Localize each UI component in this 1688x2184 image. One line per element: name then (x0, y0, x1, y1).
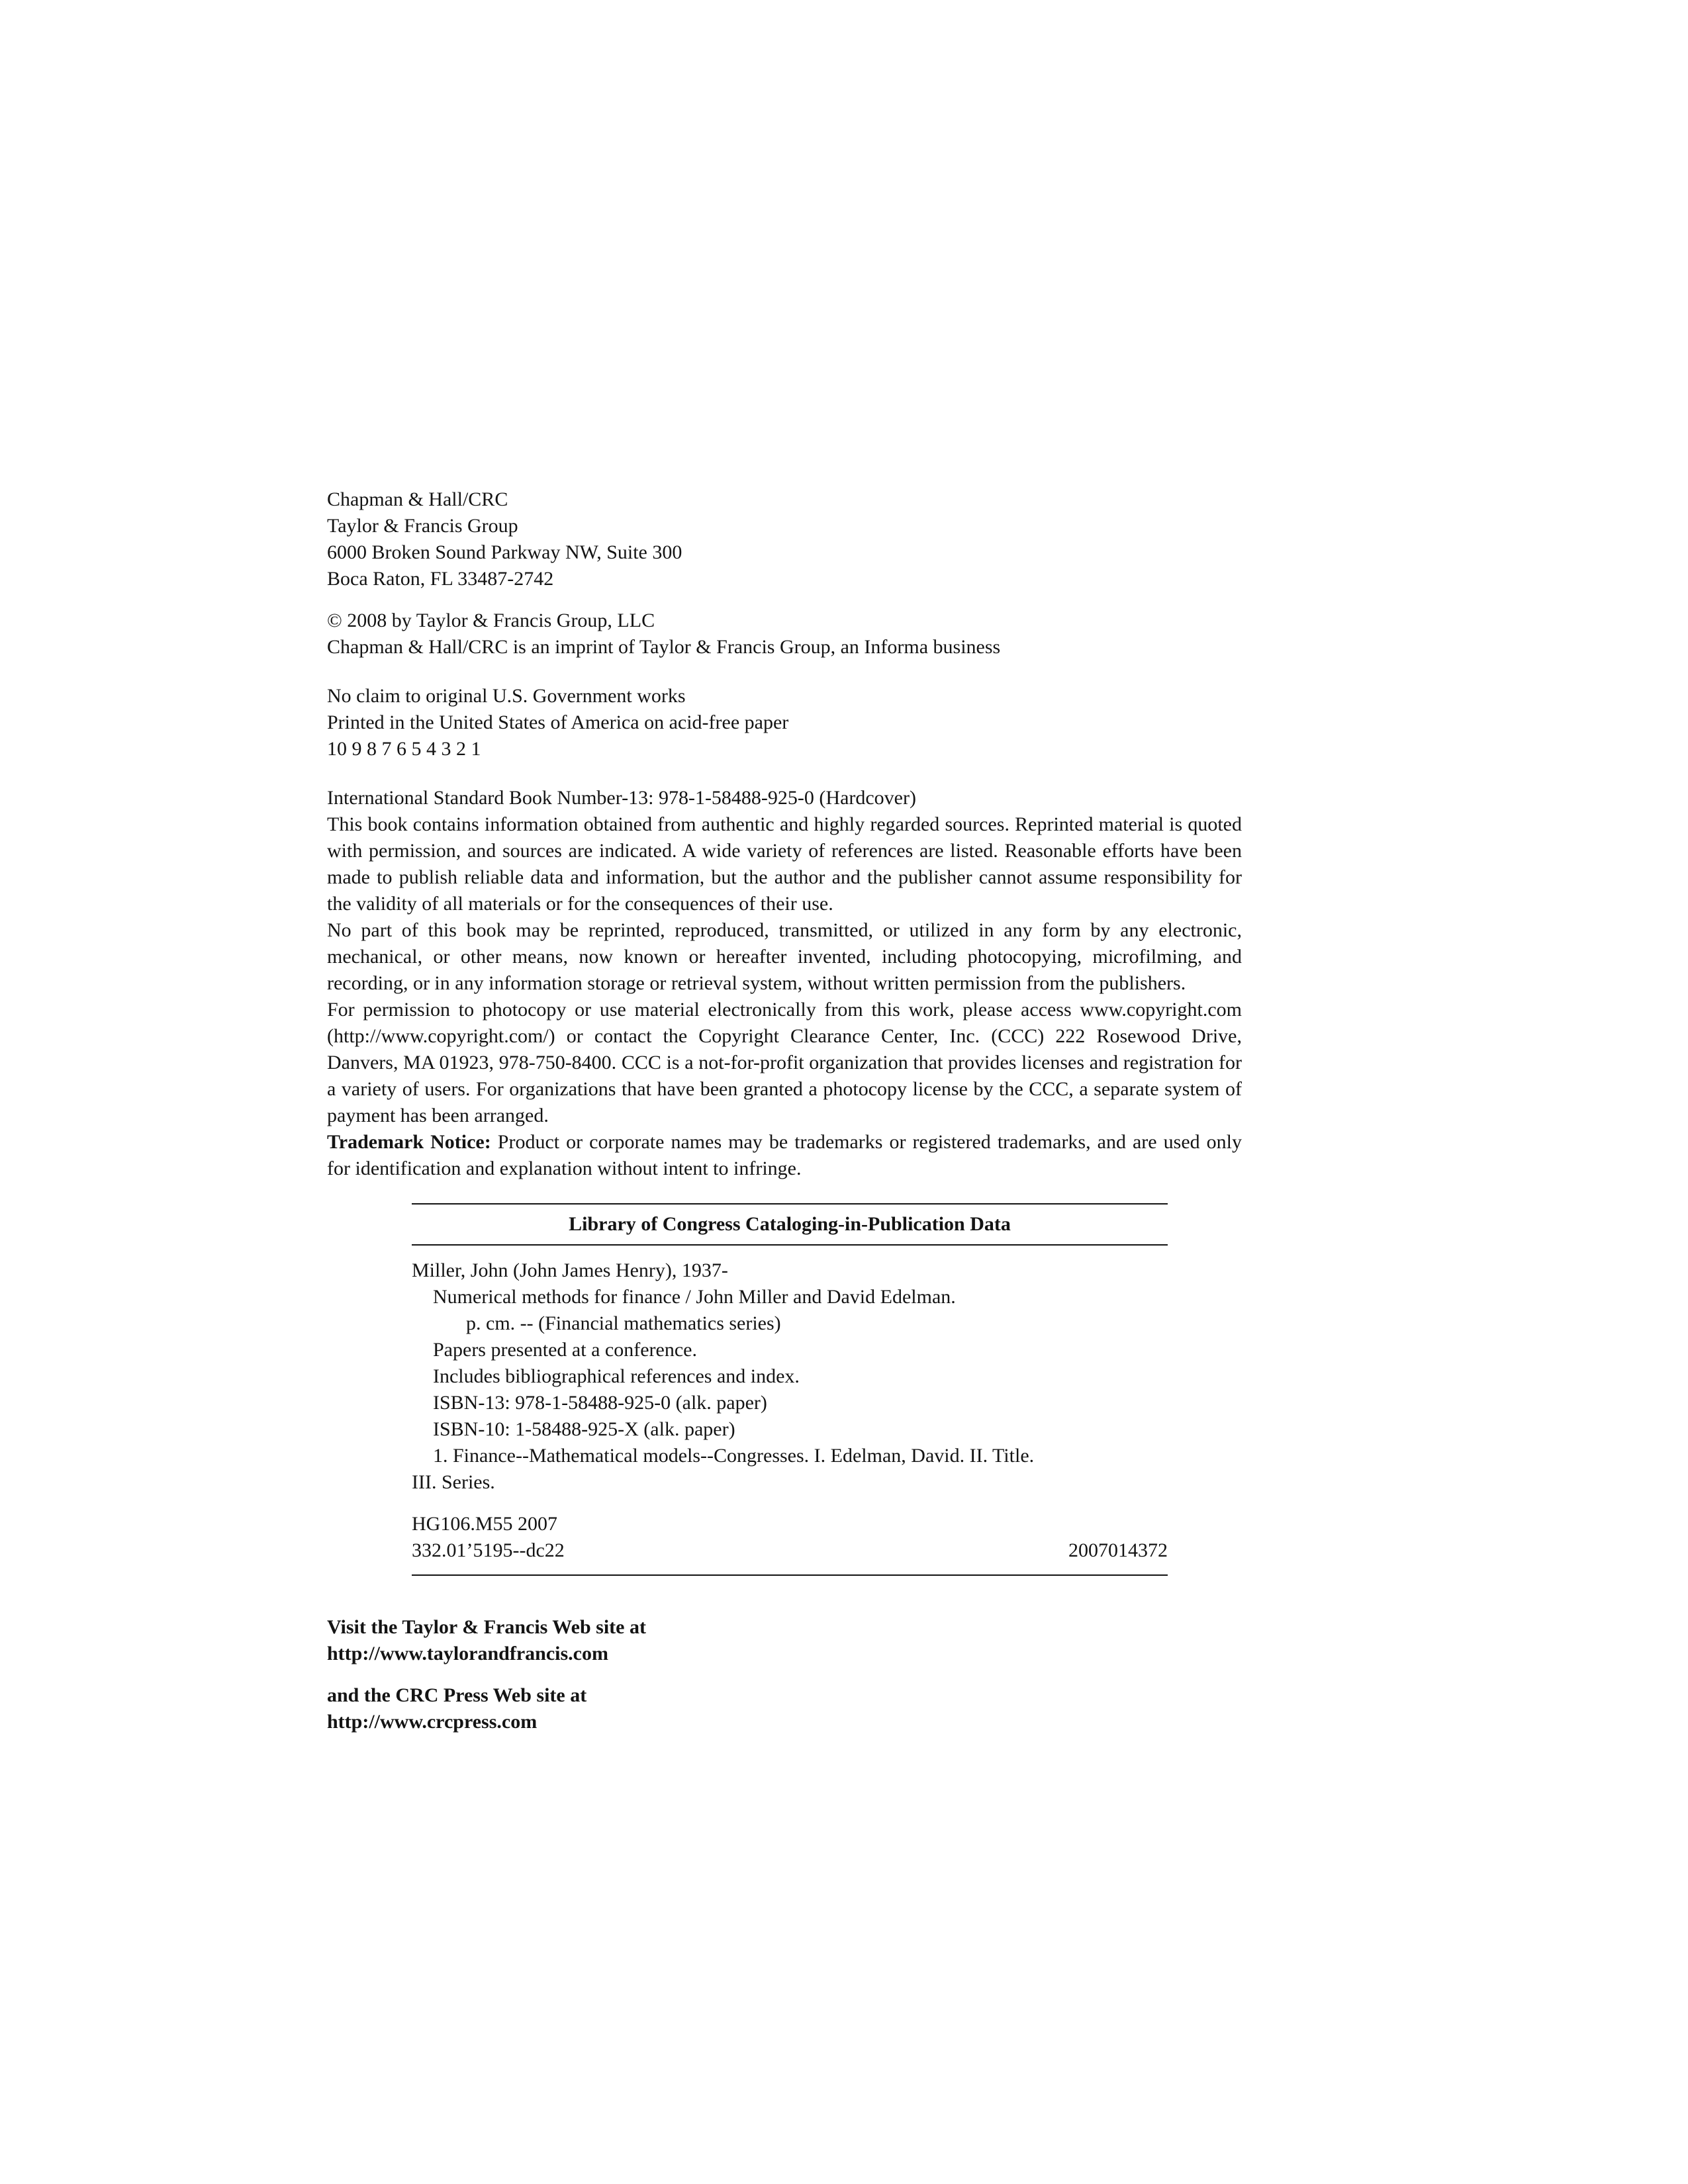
crc-website-label: and the CRC Press Web site at (327, 1684, 587, 1706)
sources-paragraph: This book contains information obtained from authentic and highly regarded sources. Reprinted material is quoted with permission, and sources are indicated. A wide variety of references are listed. Reasonable efforts have been made to publish reliable data and information, but the author and the publisher cannot assume responsibility for the validity of all materials or for the consequences of their use. (327, 813, 1242, 915)
cip-record (412, 1246, 1168, 1576)
printed-line: Printed in the United States of America on acid-free paper (327, 711, 789, 733)
isbn-statement (327, 785, 1242, 811)
address-line: 6000 Broken Sound Parkway NW, Suite 300 (327, 541, 682, 563)
cip-isbn10: ISBN-10: 1-58488-925-X (alk. paper) (433, 1418, 735, 1440)
cip-classification-row (412, 1537, 1168, 1564)
trademark-label: Trademark Notice: (327, 1131, 491, 1153)
cip-author: Miller, John (John James Henry), 1937- (412, 1259, 728, 1281)
reproduction-paragraph: No part of this book may be reprinted, reproduced, transmitted, or utilized in any form by any electronic, mechanical, or other means, now known or hereafter invented, including photocopying, microfilming, and recording, or in any information storage or retrieval system, without written permission from the publishers. (327, 919, 1242, 994)
cip-subjects: 1. Finance--Mathematical models--Congresses. I. Edelman, David. II. Title. (433, 1445, 1035, 1467)
tf-website-label: Visit the Taylor & Francis Web site at (327, 1616, 646, 1638)
cip-series-line: p. cm. -- (Financial mathematics series) (466, 1312, 781, 1334)
tf-website-url[interactable]: http://www.taylorandfrancis.com (327, 1643, 608, 1664)
printing-info (327, 683, 1242, 762)
address-line: Chapman & Hall/CRC (327, 488, 508, 510)
cip-lccn: 2007014372 (1068, 1539, 1168, 1561)
crc-website-url[interactable]: http://www.crcpress.com (327, 1711, 538, 1733)
page-content (327, 486, 1242, 1735)
cip-data-block (412, 1203, 1168, 1576)
isbn-line: International Standard Book Number-13: 978-1-58488-925-0 (Hardcover) (327, 787, 916, 809)
printing-number-line: 10 9 8 7 6 5 4 3 2 1 (327, 738, 481, 760)
cip-title: Library of Congress Cataloging-in-Publication Data (412, 1203, 1168, 1246)
cip-subjects-cont: III. Series. (412, 1471, 495, 1493)
trademark-text: Product or corporate names may be trademarks or registered trademarks, and are used only for identification and explanation without intent to infringe. (327, 1131, 1243, 1179)
cip-call-number: HG106.M55 2007 (412, 1513, 558, 1535)
permission-paragraph: For permission to photocopy or use material electronically from this work, please access www.copyright.com (http://www.copyright.com/) or contact the Copyright Clearance Center, Inc. (CCC) 222 Rosewood Drive, Danvers, MA 01923, 978-750-8400. CCC is a not-for-profit organization that provides licenses and registration for a variety of users. For organizations that have been granted a photocopy license by the CCC, a separate system of payment has been arranged. (327, 999, 1242, 1126)
address-line: Taylor & Francis Group (327, 515, 518, 537)
cip-dewey: 332.01’5195--dc22 (412, 1539, 565, 1561)
publisher-address (327, 486, 1242, 592)
crc-website (327, 1682, 1242, 1735)
address-line: Boca Raton, FL 33487-2742 (327, 568, 554, 590)
cip-title-line: Numerical methods for finance / John Miller and David Edelman. (433, 1286, 956, 1308)
copyright-notice (327, 608, 1242, 660)
government-works-line: No claim to original U.S. Government works (327, 685, 686, 707)
tf-website (327, 1614, 1242, 1667)
copyright-line: © 2008 by Taylor & Francis Group, LLC (327, 610, 655, 631)
cip-note: Includes bibliographical references and index. (433, 1365, 800, 1387)
cip-isbn13: ISBN-13: 978-1-58488-925-0 (alk. paper) (433, 1392, 767, 1414)
trademark-notice (327, 1129, 1242, 1182)
cip-note: Papers presented at a conference. (433, 1339, 697, 1361)
imprint-line: Chapman & Hall/CRC is an imprint of Taylor & Francis Group, an Informa business (327, 636, 1001, 658)
